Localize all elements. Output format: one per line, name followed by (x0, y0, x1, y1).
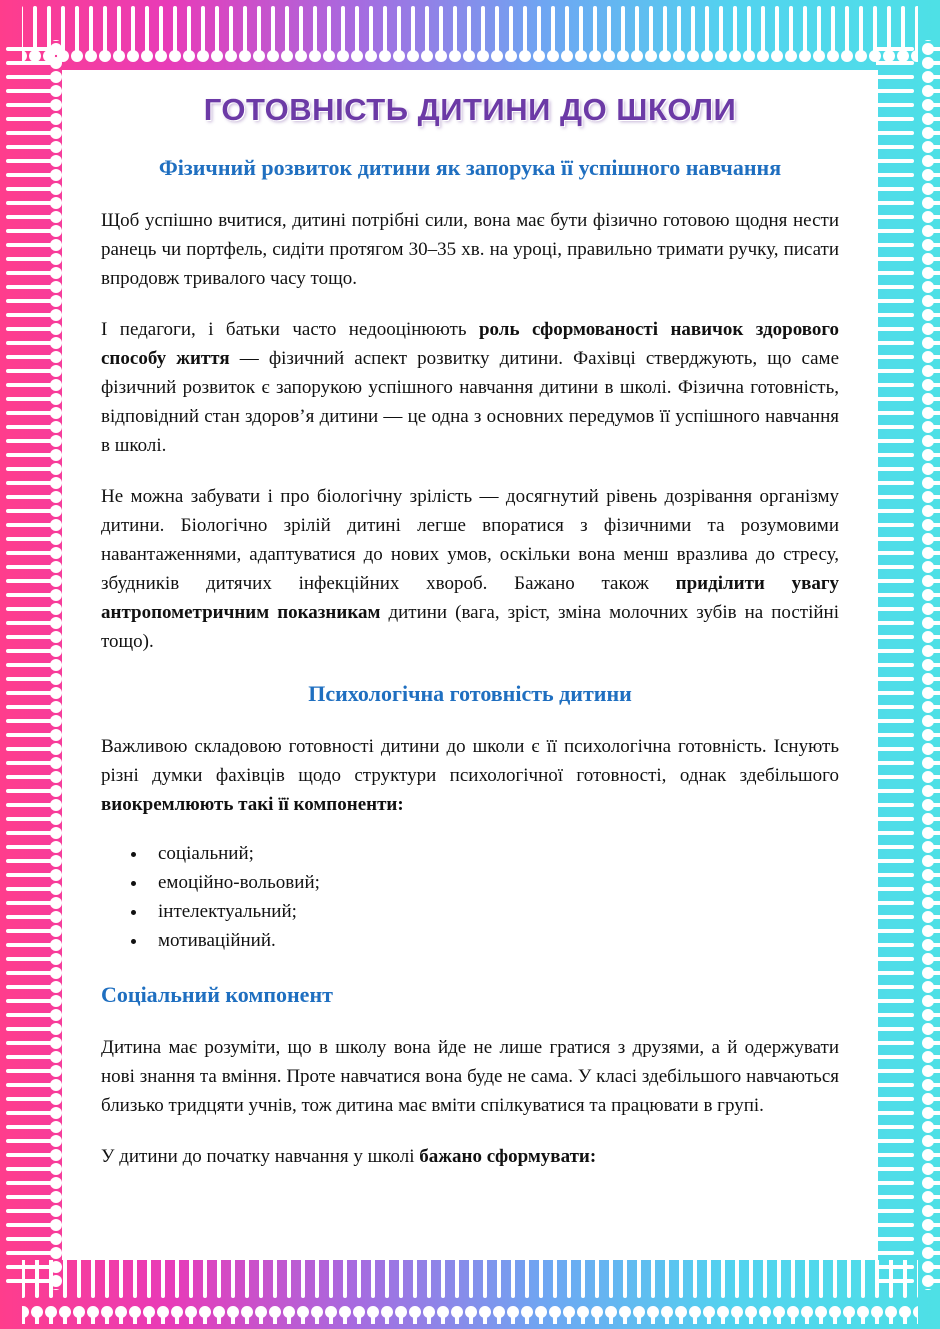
paragraph-text: — фізичний аспект розвитку дитини. Фахівці стверджують, що саме фізичний розвиток є запорукою успішного навчання дитини в школі. Фізична готовність, відповідний стан здоров’я дитини — це одна з основних передумов її успішного навчання в школі. (101, 348, 840, 456)
list-item (101, 897, 839, 926)
page-title: ГОТОВНІСТЬ ДИТИНИ ДО ШКОЛИ (203, 92, 737, 127)
list-item (101, 839, 839, 868)
list-item-label: соціальний; (158, 843, 254, 864)
section-heading-physical: Фізичний розвиток дитини як запорука її успішного навчання (158, 155, 782, 180)
bullet-icon (131, 852, 136, 857)
document-content (101, 80, 839, 1171)
list-item (101, 926, 839, 955)
emphasis-text: роль сформованості навичок здорового способу життя (101, 319, 840, 369)
paragraph-social-2 (101, 1142, 839, 1171)
bullet-icon (131, 910, 136, 915)
list-item-label: мотиваційний. (158, 930, 276, 951)
bullet-icon (131, 939, 136, 944)
paragraph-physical-1: Щоб успішно вчитися, дитині потрібні сили, вона має бути фізично готовою щодня нести ранець чи портфель, сидіти протягом 30–35 хв. на уроці, правильно тримати ручку, писати впродовж тривалого часу тощо. (101, 210, 839, 289)
paragraph-physical-2 (101, 315, 839, 460)
paragraph-text: Важливою складовою готовності дитини до школи є її психологічна готовність. Існують різні думки фахівців щодо структури психологічної готовності, однак здебільшого (101, 736, 839, 786)
emphasis-text: бажано сформувати: (419, 1146, 597, 1167)
paragraph-psychological-1 (101, 732, 839, 819)
paragraph-social-1: Дитина має розуміти, що в школу вона йде не лише гратися з друзями, а й одержувати нові знання та вміння. Проте навчатися вона буде не сама. У класі здебільшого навчаються близько тридцяти учнів, тож дитина має вміти спілкуватися та працювати в групі. (101, 1037, 839, 1116)
list-item (101, 868, 839, 897)
paragraph-physical-3 (101, 482, 839, 656)
list-item-label: інтелектуальний; (158, 901, 297, 922)
bullet-icon (131, 881, 136, 886)
paragraph-text: Не можна забувати і про біологічну зрілість — досягнутий рівень дозрівання організму дитини. Біологічно зрілій дитині легше впоратися з фізичними та розумовими навантаженнями, адаптуватися до нових умов, оскільки вона менш вразлива до стресу, збудників дитячих інфекційних хвороб. Бажано також (101, 486, 839, 594)
section-heading-psychological: Психологічна готовність дитини (308, 681, 632, 706)
paragraph-text: дитини (вага, зріст, зміна молочних зубів на постійні тощо). (101, 602, 839, 652)
list-item-label: емоційно-вольовий; (158, 872, 320, 893)
components-list (101, 839, 839, 955)
emphasis-text: виокремлюють такі її компоненти: (101, 794, 404, 815)
section-heading-social: Соціальний компонент (101, 982, 333, 1007)
paragraph-text: І педагоги, і батьки часто недооцінюють (101, 319, 479, 340)
paragraph-text: У дитини до початку навчання у школі (101, 1146, 420, 1167)
emphasis-text: приділити увагу антропометричним показникам (101, 573, 839, 623)
